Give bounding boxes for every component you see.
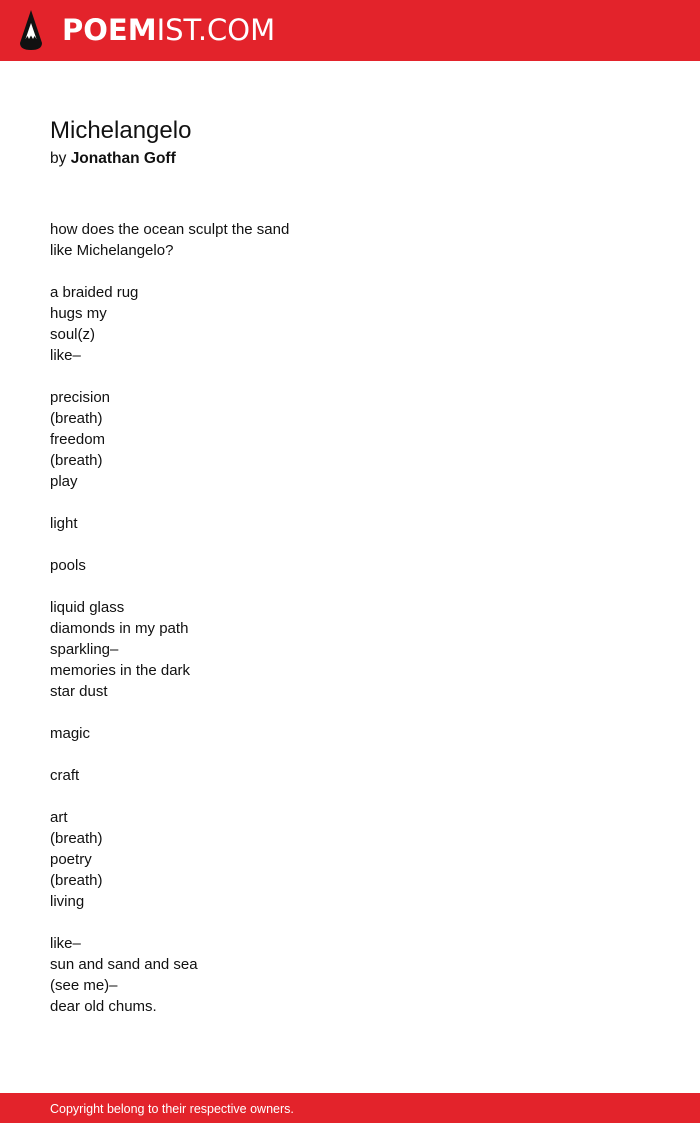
logo-text-light: IST.COM (156, 13, 276, 47)
stanza-break (50, 786, 289, 807)
site-footer (0, 1093, 700, 1123)
poem-body (50, 219, 289, 1017)
poem-line: light (50, 515, 78, 532)
stanza-break (50, 534, 289, 555)
poem-title: Michelangelo (50, 117, 192, 144)
poem-line: craft (50, 767, 80, 784)
byline-prefix: by (50, 150, 67, 167)
stanza-break (50, 261, 289, 282)
poem-line: memories in the dark (50, 662, 191, 679)
pencil-tip-icon (18, 9, 44, 51)
poem-line: play (50, 473, 78, 490)
poem-line: a braided rug (50, 284, 139, 301)
poem-line: dear old chums. (50, 998, 157, 1015)
poem-line: (breath) (50, 452, 103, 469)
stanza-break (50, 576, 289, 597)
poem-line: like– (50, 347, 81, 364)
poem-line: (breath) (50, 410, 103, 427)
poem-line: art (50, 809, 68, 826)
poem-line: soul(z) (50, 326, 96, 343)
poem-line: sparkling– (50, 641, 119, 658)
poem-line: magic (50, 725, 91, 742)
stanza-break (50, 492, 289, 513)
poem-line: poetry (50, 851, 92, 868)
stanza-break (50, 702, 289, 723)
stanza-break (50, 366, 289, 387)
copyright-text: Copyright belong to their respective owners. (50, 1102, 294, 1116)
poem-line: (see me)– (50, 977, 118, 994)
site-logo-link[interactable] (18, 9, 275, 51)
poem-line: (breath) (50, 830, 103, 847)
stanza-break (50, 912, 289, 933)
poem-line: diamonds in my path (50, 620, 189, 637)
poem-line: like– (50, 935, 81, 952)
poem-line: precision (50, 389, 111, 406)
logo-text-bold: POEM (62, 13, 157, 47)
poem-line: hugs my (50, 305, 107, 322)
poem-line: pools (50, 557, 86, 574)
site-header (0, 0, 700, 61)
poem-line: sun and sand and sea (50, 956, 198, 973)
poem-author: Jonathan Goff (70, 150, 176, 167)
poem-line: living (50, 893, 85, 910)
poem-line: (breath) (50, 872, 103, 889)
stanza-break (50, 744, 289, 765)
poem-line: freedom (50, 431, 106, 448)
poem-line: like Michelangelo? (50, 242, 174, 259)
poem-line: how does the ocean sculpt the sand (50, 221, 290, 238)
poem-byline (50, 148, 176, 170)
poem-line: liquid glass (50, 599, 125, 616)
poem-line: star dust (50, 683, 108, 700)
site-logo-text (62, 9, 275, 51)
